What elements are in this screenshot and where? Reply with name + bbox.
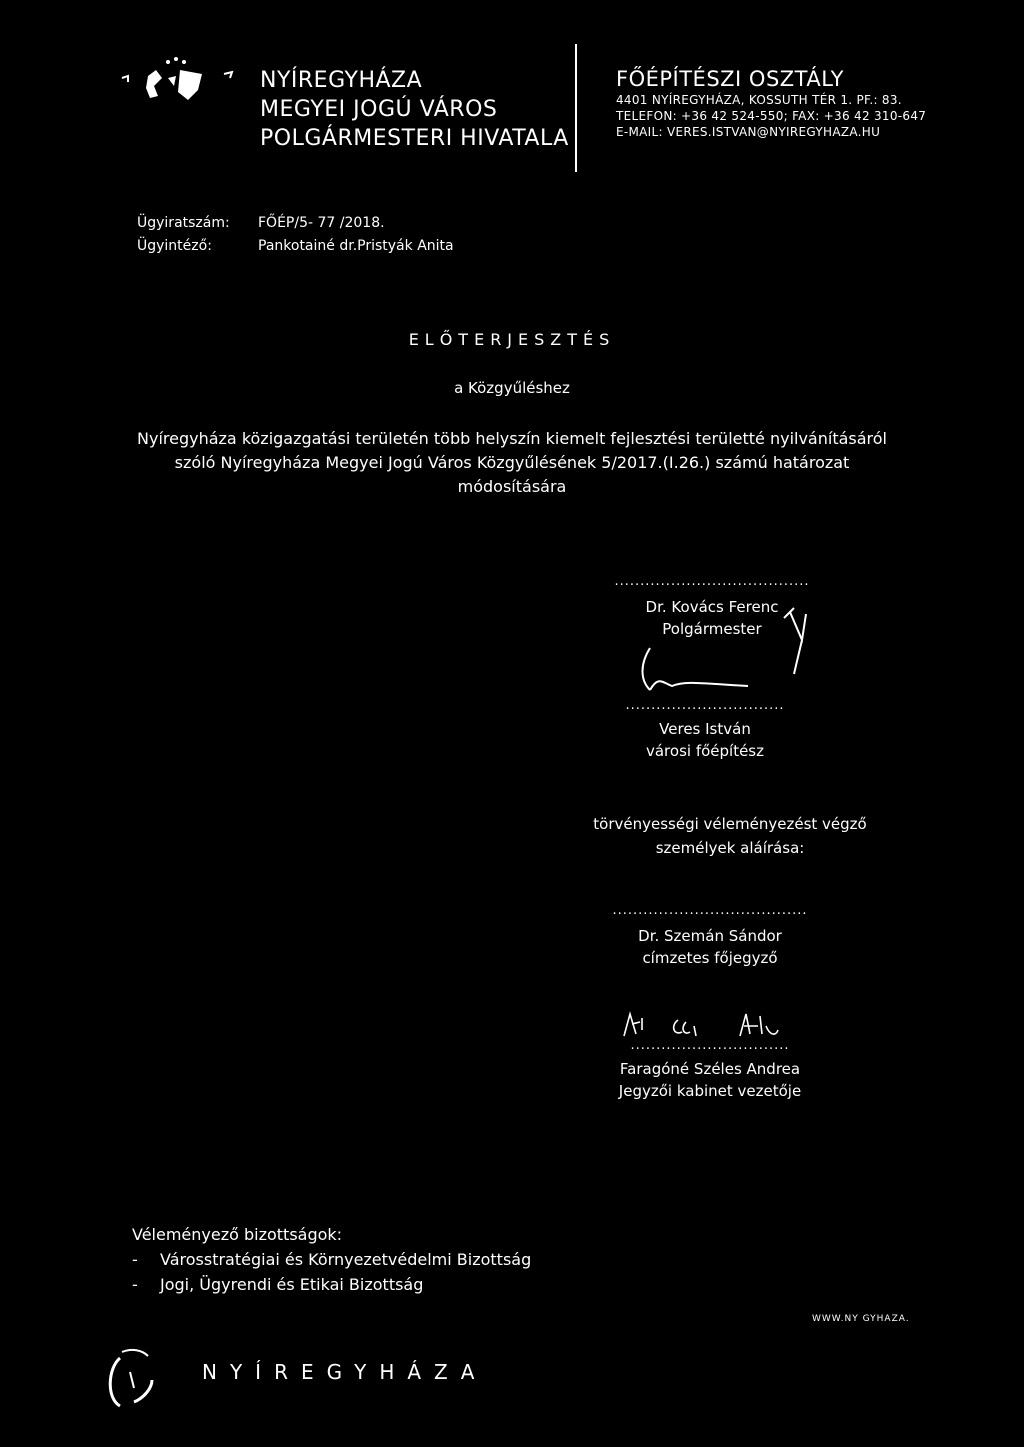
header-divider: [575, 44, 577, 172]
architect-title: városi főépítész: [645, 742, 764, 760]
subject-line-1: Nyíregyháza közigazgatási területén több helyszín kiemelt fejlesztési területté nyilvánításáról: [137, 429, 887, 448]
mayor-initial-signature: [780, 604, 820, 676]
department-address: 4401 NYÍREGYHÁZA, KOSSUTH TÉR 1. PF.: 83.: [616, 93, 902, 107]
org-line-3: POLGÁRMESTERI HIVATALA: [260, 126, 569, 151]
cabinet-name: Faragóné Széles Andrea: [619, 1060, 801, 1078]
department-title: FŐÉPÍTÉSZI OSZTÁLY: [616, 67, 844, 91]
document-subtitle: a Közgyűléshez: [454, 379, 570, 397]
footer-city-name: NYÍREGYHÁZA: [202, 1360, 488, 1384]
signature-line: ...............................: [630, 1038, 790, 1053]
document-subject: [100, 427, 924, 499]
architect-handwritten-signature: [636, 640, 756, 696]
list-dash: -: [132, 1275, 138, 1294]
file-number-label: Ügyiratszám:: [137, 215, 230, 231]
list-item: [132, 1247, 531, 1272]
committee-name: Jogi, Ügyrendi és Etikai Bizottság: [160, 1275, 424, 1294]
org-name: [260, 66, 569, 153]
document-title: ELŐTERJESZTÉS: [408, 330, 616, 349]
signature-line: ...............................: [625, 698, 785, 713]
department-block: [616, 66, 926, 140]
signature-line: ......................................: [612, 903, 808, 918]
legal-review-line-2: személyek aláírása:: [655, 839, 805, 857]
officer-label: Ügyintéző:: [137, 238, 212, 254]
officer-row: [137, 235, 454, 258]
footer-website: WWW.NY GYHAZA.: [812, 1314, 910, 1324]
reviewers-heading: Véleményező bizottságok:: [132, 1225, 343, 1244]
org-line-2: MEGYEI JOGÚ VÁROS: [260, 97, 498, 122]
legal-review-heading: [540, 812, 920, 860]
committee-name: Városstratégiai és Környezetvédelmi Bizottság: [160, 1250, 532, 1269]
cabinet-title: Jegyzői kabinet vezetője: [618, 1082, 802, 1100]
notary-signature-block: [610, 905, 810, 969]
architect-name: Veres István: [659, 720, 751, 738]
architect-signature-block: [600, 700, 810, 762]
cabinet-signature-block: [590, 1040, 830, 1102]
list-dash: -: [132, 1250, 138, 1269]
officer-value: Pankotainé dr.Pristyák Anita: [258, 238, 454, 254]
department-phone: TELEFON: +36 42 524-550; FAX: +36 42 310-647: [616, 109, 927, 123]
city-logo-icon: [108, 1348, 188, 1412]
subject-line-2: szóló Nyíregyháza Megyei Jogú Város Közgyűlésének 5/2017.(I.26.) számú határozat: [174, 453, 850, 472]
notary-title: címzetes főjegyző: [642, 949, 778, 967]
list-item: [132, 1272, 531, 1297]
city-crest-icon: [118, 56, 242, 116]
legal-review-line-1: törvényességi véleményezést végző: [593, 815, 867, 833]
subject-line-3: módosítására: [457, 477, 567, 496]
mayor-name: Dr. Kovács Ferenc: [645, 598, 779, 616]
org-line-1: NYÍREGYHÁZA: [260, 68, 423, 93]
file-number-value: FŐÉP/5- 77 /2018.: [258, 215, 385, 231]
file-number-row: [137, 212, 454, 235]
notary-name: Dr. Szemán Sándor: [638, 927, 782, 945]
department-email: E-MAIL: VERES.ISTVAN@NYIREGYHAZA.HU: [616, 125, 881, 139]
reviewing-committees: [132, 1222, 531, 1297]
reference-block: [137, 212, 454, 258]
signature-line: ......................................: [614, 574, 810, 589]
mayor-title: Polgármester: [662, 620, 762, 638]
